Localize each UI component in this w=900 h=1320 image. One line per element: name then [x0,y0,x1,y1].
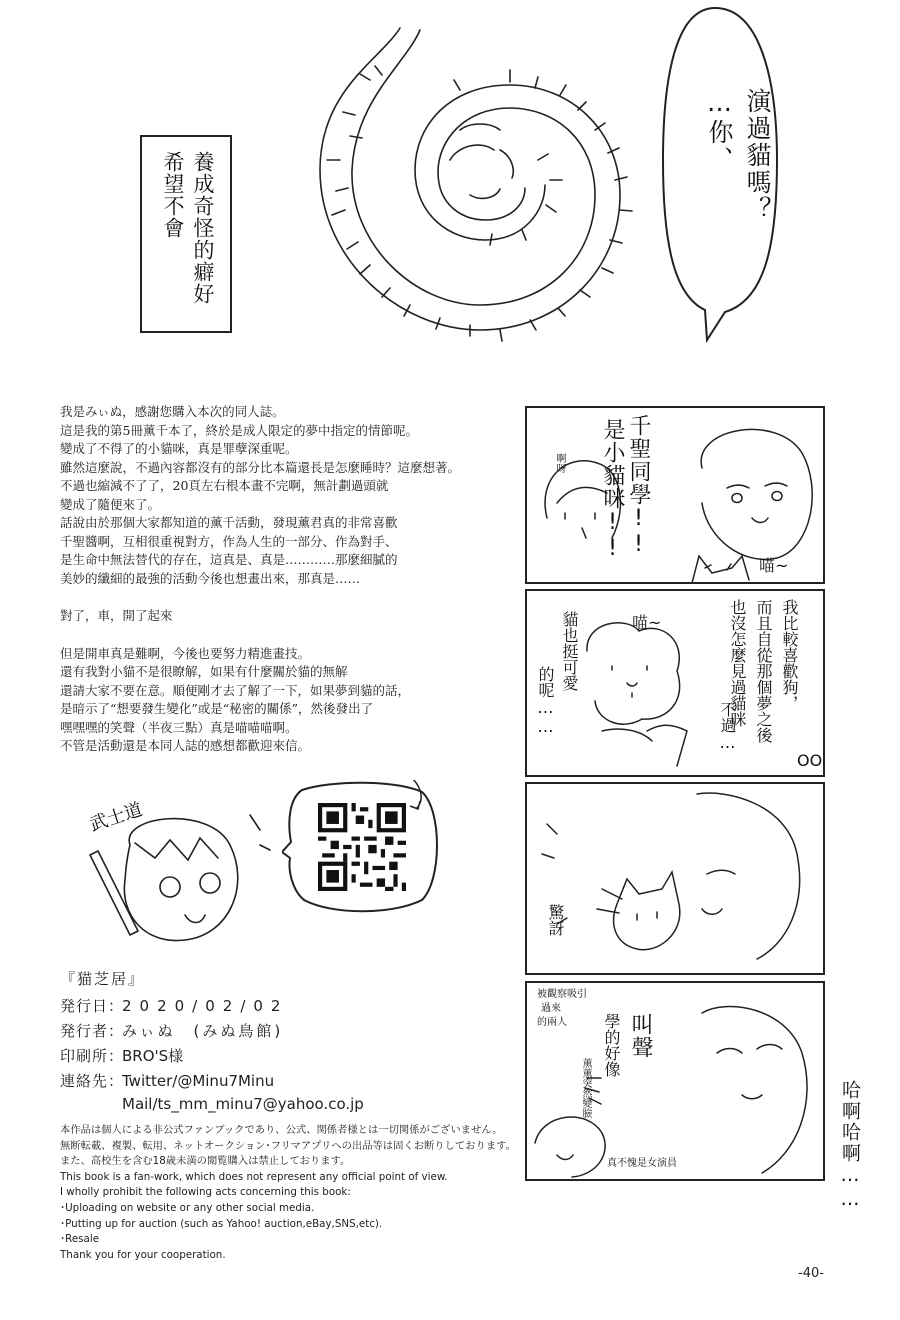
printer-value: BRO'S様 [122,1047,184,1065]
contact-label: 連絡先： [60,1072,125,1090]
notice-line: ･Resale [60,1233,100,1246]
afterword-line: 不過也縮減不了了，20頁左右根本畫不完啊，無計劃過頭就 [60,478,389,493]
afterword-line: 美妙的纖細的最強的活動今後也想畫出來，那真是…… [60,570,361,586]
twitter-handle: Twitter/@Minu7Minu [122,1072,275,1090]
contact-row [60,1070,274,1091]
bushido-label: 武士道 [87,799,146,836]
afterword-line: 我是みぃぬ，感謝您購入本次的同人誌。 [60,404,285,419]
panel-3-drawing [527,784,823,973]
afterword-line: 不管是活動還是本同人誌的感想都歡迎來信。 [60,738,311,753]
cat-tail-illustration [310,20,640,350]
printer-label: 印刷所： [60,1047,125,1065]
comic-panel-3 [525,782,825,975]
panel-4-drawing [527,983,823,1179]
afterword-line: 話說由於那個大家都知道的薰千活動，發現薰君真的非常喜歡 [60,515,398,530]
panel-2-right-b: 而且自從那個夢之後 [754,599,773,743]
notice-line: ･Uploading on website or any other social media. [60,1201,315,1214]
caption-line: 希望不會 [161,151,185,239]
panel-4-cross: 薰薰突然變臉 [580,1058,591,1118]
panel-4-cry: 叫聲 [628,1013,653,1059]
notice-line: 本作品は個人による非公式ファンブックであり、公式、関係者様とは一切関係がございません。 [60,1124,503,1136]
afterword-line: 變成了隨便來了。 [60,496,161,512]
caption-line: 養成奇怪的癖好 [191,151,215,305]
panel-4-small-3: 的兩人 [537,1017,567,1028]
notice-line: I wholly prohibit the following acts concerning this book: [60,1186,351,1199]
qr-code-image [318,803,406,891]
afterword [60,403,515,756]
afterword-line: 還請大家不要在意。順便剛才去了解了一下，如果夢到貓的話， [60,682,411,698]
book-title: 『猫芝居』 [60,970,146,988]
panel-2-left-a: 貓也挺可愛 [560,611,579,691]
panel-1-aya: 啊呀 [554,453,565,473]
legal-notices [60,1123,516,1263]
afterword-line: 千聖醬啊，互相很重視對方，作為人生的一部分、作為對手、 [60,533,398,549]
afterword-line: 還有我對小貓不是很瞭解，如果有什麼關於貓的無解 [60,664,348,679]
comic-panel-2 [525,589,825,777]
speech-bubble-text [700,88,776,223]
panel-3-surprise: 驚訝 [546,904,565,936]
afterword-line: 雖然這麼說，不過內容都沒有的部分比本篇還長是怎麼睡時？這麼想著。 [60,459,461,475]
caption-box [140,135,232,333]
panel-2-left-b: 的呢…… [536,666,555,736]
panel-1-meow: 喵~ [759,556,789,575]
publisher-row [60,1020,283,1041]
publish-date-value: 2020/02/02 [122,997,289,1015]
printer-row [60,1045,183,1066]
notice-line: This book is a fan-work, which does not represent any official point of view. [60,1170,448,1183]
contact-mail: Mail/ts_mm_minu7@yahoo.co.jp [122,1095,364,1113]
notice-line: 無断転載、複製、転用、ネットオークション･フリマアプリへの出品等は固くお断りしております。 [60,1139,516,1152]
bubble-line: 演過貓嗎？ [743,88,772,223]
panel-2-butnot: 不過… [718,701,737,752]
page-number: -40- [798,1266,824,1281]
bubble-line: …你、 [705,88,734,173]
notice-line: ･Putting up for auction (such as Yahoo! auction,eBay,SNS,etc). [60,1217,383,1230]
side-vertical-text: 哈啊哈啊…… [839,1080,861,1212]
panel-2-right-c: 也沒怎麼見過貓咪 [728,599,747,727]
panel-4-imitate: 學的好像 [602,1013,621,1077]
panel-2-meow: 喵~ [632,613,662,632]
afterword-line: 這是我的第5冊薰千本了，終於是成人限定的夢中指定的情節呢。 [60,422,418,438]
panel-4-small-1: 被觀察吸引 [537,989,587,1000]
notice-line: また、高校生を含む18歳未満の閲覧購入は禁止しております。 [60,1155,351,1168]
afterword-line: 對了，車，開了起來 [60,608,173,623]
panel-4-actress: 真不愧是女演員 [607,1158,677,1169]
publish-date-label: 発行日： [60,997,125,1015]
afterword-line: 是生命中無法替代的存在，這真是、真是…………那麼細膩的 [60,552,398,567]
publish-date-row [60,995,288,1016]
comic-panel-1 [525,406,825,584]
publisher-label: 発行者： [60,1022,125,1040]
panel-2-oo: OO [797,751,823,770]
afterword-line: 但是開車真是難啊，今後也要努力精進畫技。 [60,645,311,661]
panel-2-right-a: 我比較喜歡狗， [780,599,799,711]
comic-panel-4 [525,981,825,1181]
panel-4-small-2: 過來 [541,1003,561,1014]
panel-1-cat-line: 是小貓咪!! [600,418,625,562]
afterword-line: 是暗示了“想要發生變化”或是“秘密的關係”，然後發出了 [60,701,374,716]
afterword-line: 嘿嘿嘿的笑聲（半夜三點）真是喵喵喵啊。 [60,719,298,735]
notice-line: Thank you for your cooperation. [60,1248,226,1261]
afterword-line: 變成了不得了的小貓咪，真是罪孽深重呢。 [60,441,298,456]
panel-1-name: 千聖同學!! [626,414,651,558]
publisher-value: みぃぬ (みぬ鳥館) [122,1022,284,1040]
